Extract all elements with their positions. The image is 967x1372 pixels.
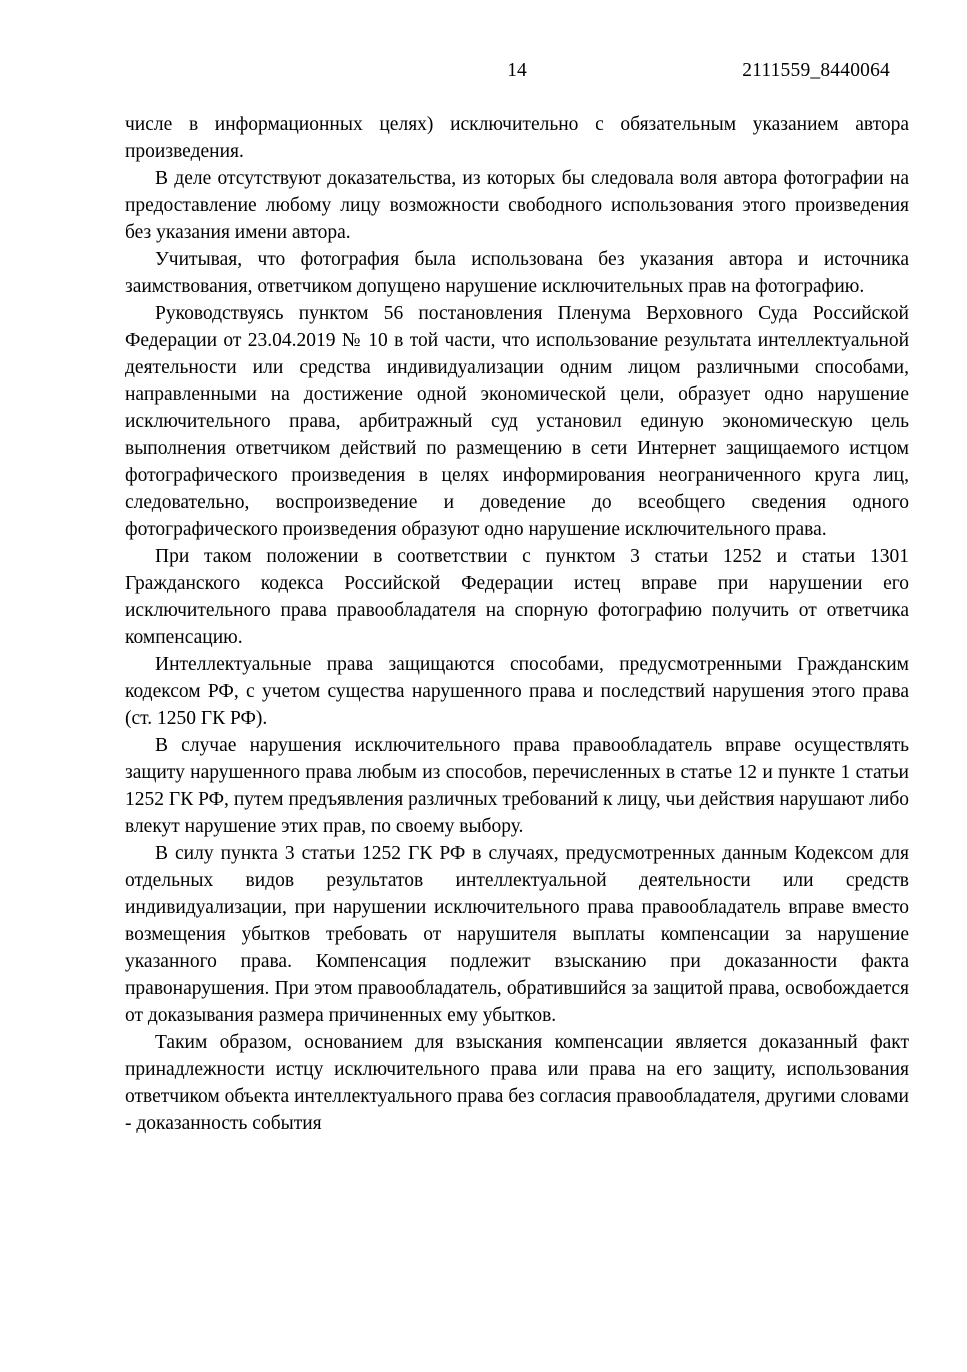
paragraph: Руководствуясь пунктом 56 постановления Пленума Верховного Суда Российской Федерации от 23.04.2019 № 10 в той части, что использование результата интеллектуальной деятельности или средства индивидуализации одним лицом различными способами, направленными на достижение одной экономической цели, образует одно нарушение исключительного права, арбитражный суд установил единую экономическую цель выполнения ответчиком действий по размещению в сети Интернет защищаемого истцом фотографического произведения в целях информирования неограниченного круга лиц, следовательно, воспроизведение и доведение до всеобщего сведения одного фотографического произведения образуют одно нарушение исключительного права. [125, 303, 909, 540]
paragraph: Интеллектуальные права защищаются способами, предусмотренными Гражданским кодексом РФ, с учетом существа нарушенного права и последствий нарушения этого права (ст. 1250 ГК РФ). [125, 654, 909, 729]
page-number: 14 [507, 60, 527, 81]
paragraph: В силу пункта 3 статьи 1252 ГК РФ в случаях, предусмотренных данным Кодексом для отдельных видов результатов интеллектуальной деятельности или средств индивидуализации, при нарушении исключительного права правообладатель вправе вместо возмещения убытков требовать от нарушителя выплаты компенсации за нарушение указанного права. Компенсация подлежит взысканию при доказанности факта правонарушения. При этом правообладатель, обратившийся за защитой права, освобождается от доказывания размера причиненных ему убытков. [125, 843, 909, 1026]
paragraph: числе в информационных целях) исключительно с обязательным указанием автора произведения. [125, 114, 909, 162]
paragraph: Таким образом, основанием для взыскания компенсации является доказанный факт принадлежности истцу исключительного права или права на его защиту, использования ответчиком объекта интеллектуального права без согласия правообладателя, другими словами - доказанность события [125, 1032, 909, 1134]
paragraph: В деле отсутствуют доказательства, из которых бы следовала воля автора фотографии на предоставление любому лицу возможности свободного использования этого произведения без указания имени автора. [125, 168, 909, 243]
paragraph: При таком положении в соответствии с пунктом 3 статьи 1252 и статьи 1301 Гражданского кодекса Российской Федерации истец вправе при нарушении его исключительного права правообладателя на спорную фотографию получить от ответчика компенсацию. [125, 546, 909, 648]
paragraph: В случае нарушения исключительного права правообладатель вправе осуществлять защиту нарушенного права любым из способов, перечисленных в статье 12 и пункте 1 статьи 1252 ГК РФ, путем предъявления различных требований к лицу, чьи действия нарушают либо влекут нарушение этих прав, по своему выбору. [125, 735, 909, 837]
document-body [125, 111, 909, 1137]
document-id: 2111559_8440064 [742, 60, 890, 81]
paragraph: Учитывая, что фотография была использована без указания автора и источника заимствования, ответчиком допущено нарушение исключительных прав на фотографию. [125, 249, 909, 297]
page-header [125, 60, 909, 87]
